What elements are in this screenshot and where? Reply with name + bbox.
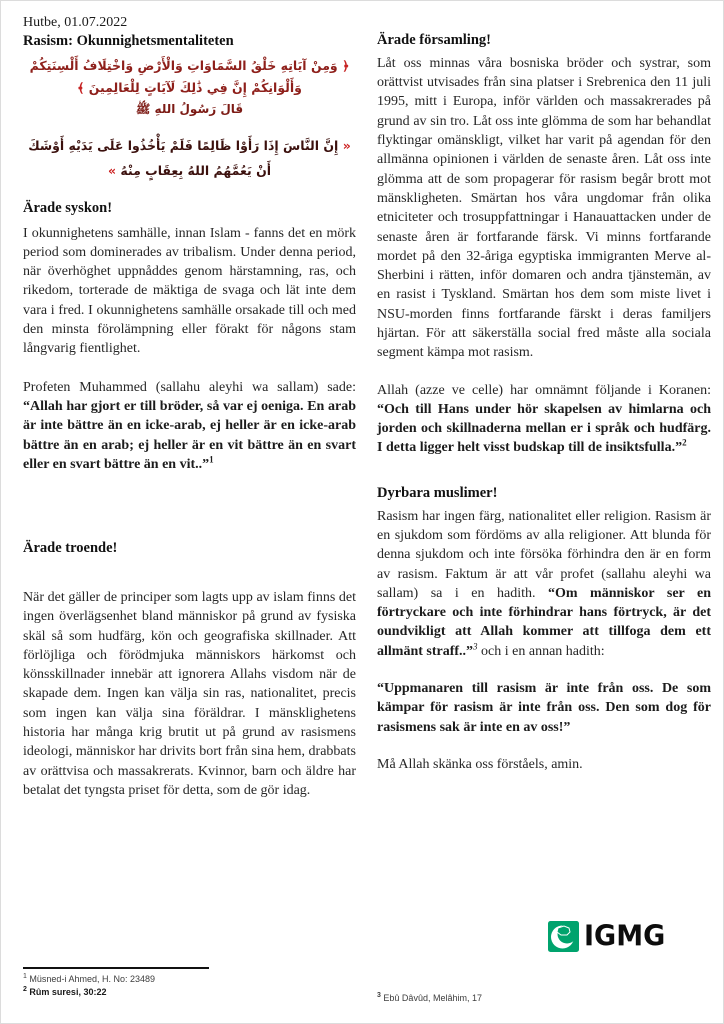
- paragraph-text: Rasism har ingen färg, nationalitet eller religion. Rasism är en sjukdom som fördöms av alla religioner. Att blunda för denna sjukdom och inte försöka förhindra den är en form av rasism. Faktum är att vår profet (sallahu aleyhi wa sallam) sa i en hadith.: [377, 508, 711, 601]
- footnote-2-marker: 2: [23, 986, 27, 993]
- footnote-ref-2: 2: [682, 437, 687, 448]
- ornate-bracket-close: ﴾: [77, 79, 85, 95]
- paragraph-text: och i en annan hadith:: [477, 643, 605, 659]
- quran-quote-bold: “Och till Hans under hör skapelsen av himlarna och jorden och skillnaderna mellan er i språk och hudfärg. I detta ligger helt visst budskap till de insiktsfulla.”: [377, 401, 711, 456]
- arabic-quran-verse: [23, 55, 356, 99]
- paragraph: I okunnighetens samhälle, innan Islam - fanns det en mörk period som dominerades av tribalism. Under denna period, när överhöghet uppnåddes genom härstamning, ras, och rikedom, torterade de mäktiga de svaga och lät inte dem vara i fred. I okunnighetens samhälle orsakade till och med den minsta förolämpning eller förakt för någons stam långvarig fientlighet.: [23, 225, 356, 357]
- section-heading-forsamling: Ärade församling!: [377, 32, 491, 48]
- footnote-2: [23, 987, 106, 997]
- footnote-3: [377, 993, 482, 1003]
- footnote-3-marker: 3: [377, 992, 381, 999]
- paragraph: [377, 381, 711, 458]
- section-heading-muslimer: Dyrbara muslimer!: [377, 484, 498, 501]
- arabic-salla-line: قَالَ رَسُولُ اللهِ ﷺ: [135, 101, 244, 116]
- igmg-logo: [548, 921, 665, 952]
- footnote-2-text: Rûm suresi, 30:22: [29, 987, 107, 997]
- igmg-logo-text: IGMG: [584, 919, 666, 953]
- guillemet-close: »: [107, 162, 117, 178]
- section-heading-troende: Ärade troende!: [23, 540, 118, 557]
- paragraph-text: Profeten Muhammed (sallahu aleyhi wa sallam) sade:: [23, 379, 356, 395]
- footnote-3-text: Ebû Dâvûd, Melâhim, 17: [383, 993, 482, 1003]
- page-title: Rasism: Okunnighetsmentaliteten: [23, 33, 234, 49]
- arabic-hadith-text: إِنَّ النَّاسَ إِذَا رَأَوْا ظَالِمًا فَلَمْ يَأْخُذُوا عَلَى يَدَيْهِ أَوْشَكَ أَنْ يَعُمَّهُمُ اللهُ بِعِقَابٍ مِنْهُ: [28, 137, 339, 178]
- hadith-quote-bold: “Om människor ser en förtryckare och inte förhindrar hans förtryck, är det oundvikligt att Allah kommer att tillfoga dem ett allmänt straff..”: [377, 585, 712, 659]
- footnote-1-marker: 1: [23, 973, 27, 980]
- section-heading-syskon: Ärade syskon!: [23, 199, 113, 216]
- footnote-1-text: Müsned-i Ahmed, H. No: 23489: [29, 974, 155, 984]
- right-column: [377, 1, 711, 774]
- footnote-ref-1: 1: [209, 454, 214, 465]
- paragraph: Låt oss minnas våra bosniska bröder och systrar, som orättvist utvisades från sina platser i Srebrenica den 11 juli 1995, mitt i Europa, inför världen och massakrerades på grund av sin tro. Låt oss inte glömma de som har behandlat flyktingar omänskligt, vilket har varit på agendan för den allmänna opinionen i världen de senaste åren. Låt oss inte glömma att de som propagerar för rasism begår brott mot mänskligheten. Smärtan hos våra ungdomar från olika etniciteter och trosuppfattningar i Hanauattacken under de senaste åren är fortfarande färsk. Vi minns fortfarande mordet på den 32-åriga egyptiska immigranten Merve al-Sherbini i rätten, inför domaren och andra tjänstemän, av en rasist i Tyskland. Smärtan hos dem som miste livet i NSU-morden finns fortfarande färskt i deras familjers hjärtan. För att säkerställa social fred måste alla sociala segment kämpa mot rasism.: [377, 55, 711, 361]
- arabic-hadith-quote: [23, 133, 356, 183]
- date-line: Hutbe, 01.07.2022: [23, 15, 128, 30]
- igmg-crescent-icon: [548, 921, 579, 952]
- ornate-bracket-open: ﴿: [342, 58, 350, 73]
- closing-line: Må Allah skänka oss förståels, amin.: [377, 756, 583, 772]
- footnote-separator: [23, 967, 209, 969]
- paragraph: När det gäller de principer som lagts upp av islam finns det ingen överlägsenhet bland människor på grund av fysiska skäl så som hudfärg, kön och geografiska skillnader. Att förlöjliga och förödmjuka människors härkomst och könsskillnader innebär att ignorera Allahs visdom när de skapade dem. Ingen kan välja sin ras, nationalitet, precis som ingen kan välja sina föräldrar. I mänsklighetens historia har många krig brutit ut på grund av rasismens ideologi, människor har drivits bort från sina hem, drabbats av orättvisa och massakrerats. Kvinnor, barn och äldre har betalat det tyngsta priset för detta, som de gör idag.: [23, 590, 356, 798]
- left-column: [23, 1, 356, 800]
- guillemet-open: «: [342, 137, 351, 153]
- paragraph-text: Allah (azze ve celle) har omnämnt följande i Koranen:: [377, 382, 711, 398]
- paragraph: [377, 507, 711, 661]
- hadith-quote-bold: “Allah har gjort er till bröder, så var ej oeniga. En arab är inte bättre än en icke-arab, ej heller är en icke-arab bättre än en arab; ej heller är en vit bättre än en svart eller en svart bättre än en vit..”: [23, 398, 356, 472]
- arabic-verse-text: وَمِنْ آيَاتِهِ خَلْقُ السَّمَاوَاتِ وَالْأَرْضِ وَاخْتِلَافُ أَلْسِنَتِكُمْ وَأَلْوَانِكُمْ إِنَّ فِي ذَٰلِكَ لَآيَاتٍ لِلْعَالِمِينَ: [29, 58, 338, 95]
- footnote-ref-3: 3: [473, 641, 478, 652]
- paragraph: [23, 378, 356, 474]
- hadith-quote-paragraph: “Uppmanaren till rasism är inte från oss. De som kämpar för rasism är inte från oss. Den som dog för rasismens sak är inte en av oss!”: [377, 681, 711, 735]
- footnote-1: [23, 974, 155, 984]
